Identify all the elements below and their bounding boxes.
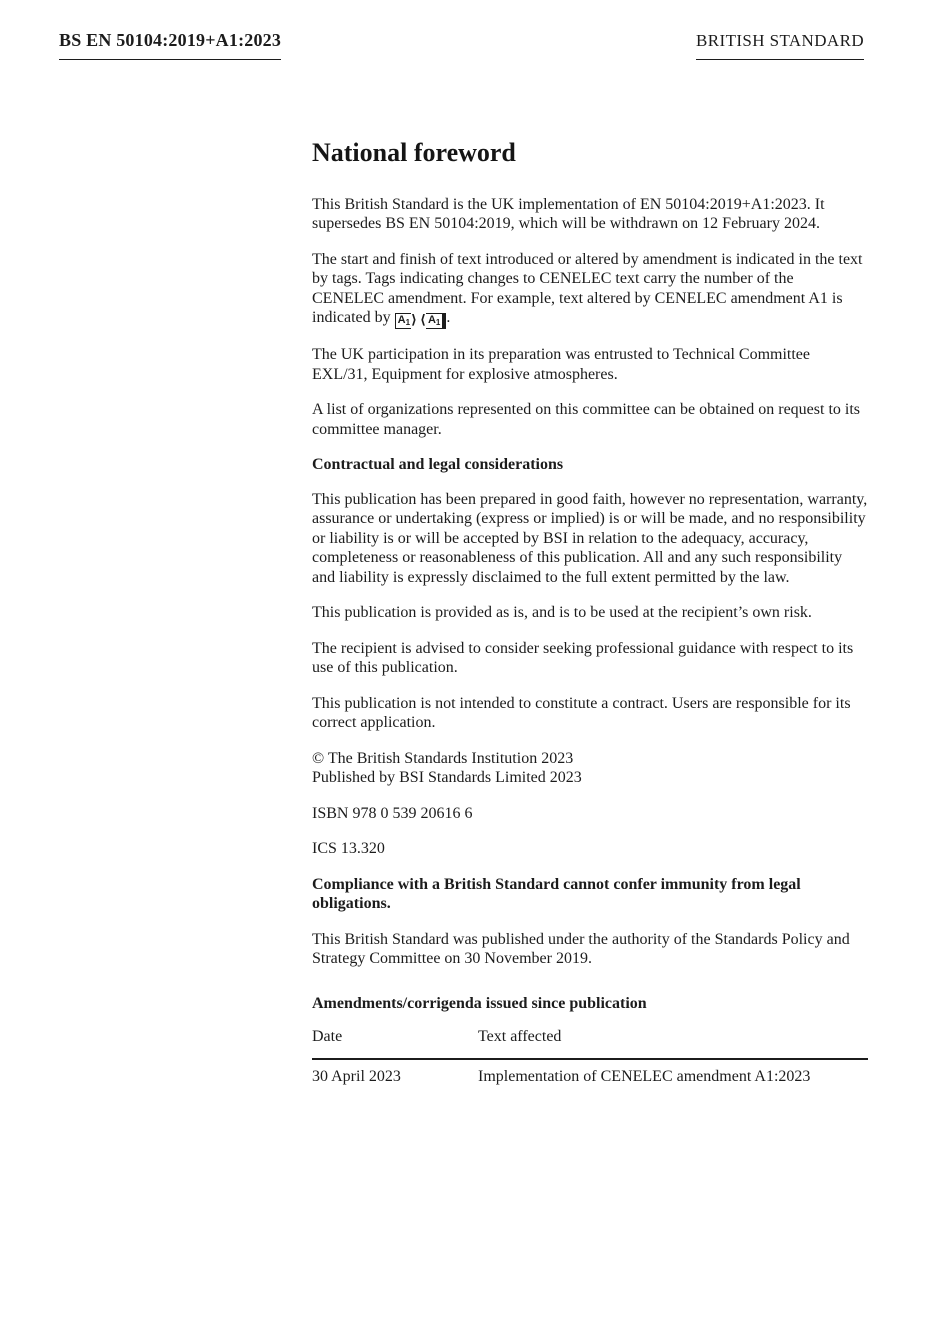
amendments-table-heading: Amendments/corrigenda issued since publication bbox=[312, 994, 647, 1012]
paragraph-amendment-tags-period: . bbox=[446, 309, 451, 327]
amendment-open-tag-number: 1 bbox=[405, 318, 411, 328]
amendments-table-header-row bbox=[312, 1027, 868, 1061]
amendment-open-chevron-icon: ⟩ bbox=[411, 312, 417, 328]
amendment-close-tag-icon bbox=[420, 313, 446, 329]
amendment-open-tag-icon bbox=[395, 313, 417, 329]
amendment-text-affected-cell: Implementation of CENELEC amendment A1:2023 bbox=[478, 1068, 811, 1086]
paragraph-publication-authority: This British Standard was published under the authority of the Standards Policy and Strategy Committee on 30 November 2019. bbox=[312, 930, 850, 968]
amendment-open-tag-letter: A bbox=[397, 314, 406, 327]
paragraph-amendment-tags bbox=[312, 250, 868, 330]
amendments-table bbox=[312, 1027, 868, 1087]
ics-line: ICS 13.320 bbox=[312, 840, 385, 858]
paragraph-as-is: This publication is provided as is, and is to be used at the recipient’s own risk. bbox=[312, 604, 812, 622]
amendment-close-tag-number: 1 bbox=[435, 318, 441, 328]
amendment-close-tag-letter: A bbox=[427, 314, 436, 327]
copyright-block bbox=[312, 749, 868, 788]
heading-contractual-legal: Contractual and legal considerations bbox=[312, 456, 564, 474]
amendments-column-header-date: Date bbox=[312, 1027, 343, 1045]
document-number-header: BS EN 50104:2019+A1:2023 bbox=[59, 30, 281, 60]
paragraph-amendment-tags-text: The start and finish of text introduced or altered by amendment is indicated in the text by tags. Tags indicating changes to CENELEC text carry the number of the CENELEC amendment. For example, text altered by CENELEC amendment A1 is indicated by bbox=[312, 250, 863, 327]
amendment-close-chevron-icon: ⟨ bbox=[420, 312, 426, 328]
paragraph-organizations-list: A list of organizations represented on this committee can be obtained on request to its committee manager. bbox=[312, 401, 861, 438]
paragraph-implementation: This British Standard is the UK implementation of EN 50104:2019+A1:2023. It supersedes BS EN 50104:2019, which will be withdrawn on 12 February 2024. bbox=[312, 195, 825, 233]
amendment-date-cell: 30 April 2023 bbox=[312, 1068, 401, 1086]
published-by-line: Published by BSI Standards Limited 2023 bbox=[312, 769, 582, 787]
page-title: National foreword bbox=[312, 138, 516, 167]
amendments-column-header-text-affected: Text affected bbox=[478, 1027, 562, 1045]
paragraph-not-a-contract: This publication is not intended to constitute a contract. Users are responsible for its correct application. bbox=[312, 694, 851, 732]
isbn-line: ISBN 978 0 539 20616 6 bbox=[312, 804, 473, 822]
copyright-line: © The British Standards Institution 2023 bbox=[312, 749, 574, 767]
paragraph-uk-participation: The UK participation in its preparation was entrusted to Technical Committee EXL/31, Equipment for explosive atmospheres. bbox=[312, 346, 810, 383]
british-standard-header: BRITISH STANDARD bbox=[696, 31, 864, 60]
paragraph-professional-guidance: The recipient is advised to consider seeking professional guidance with respect to its use of this publication. bbox=[312, 639, 854, 677]
table-row bbox=[312, 1060, 868, 1087]
paragraph-compliance-notice: Compliance with a British Standard cannot confer immunity from legal obligations. bbox=[312, 875, 801, 913]
foreword-page-body bbox=[312, 0, 868, 1087]
paragraph-good-faith: This publication has been prepared in good faith, however no representation, warranty, assurance or undertaking (express or implied) is or will be made, and no responsibility or liability is or will be accepted by BSI in relation to the adequacy, accuracy, completeness or reasonableness of this publication. All and any such responsibility and liability is expressly disclaimed to the full extent permitted by the law. bbox=[312, 490, 868, 586]
